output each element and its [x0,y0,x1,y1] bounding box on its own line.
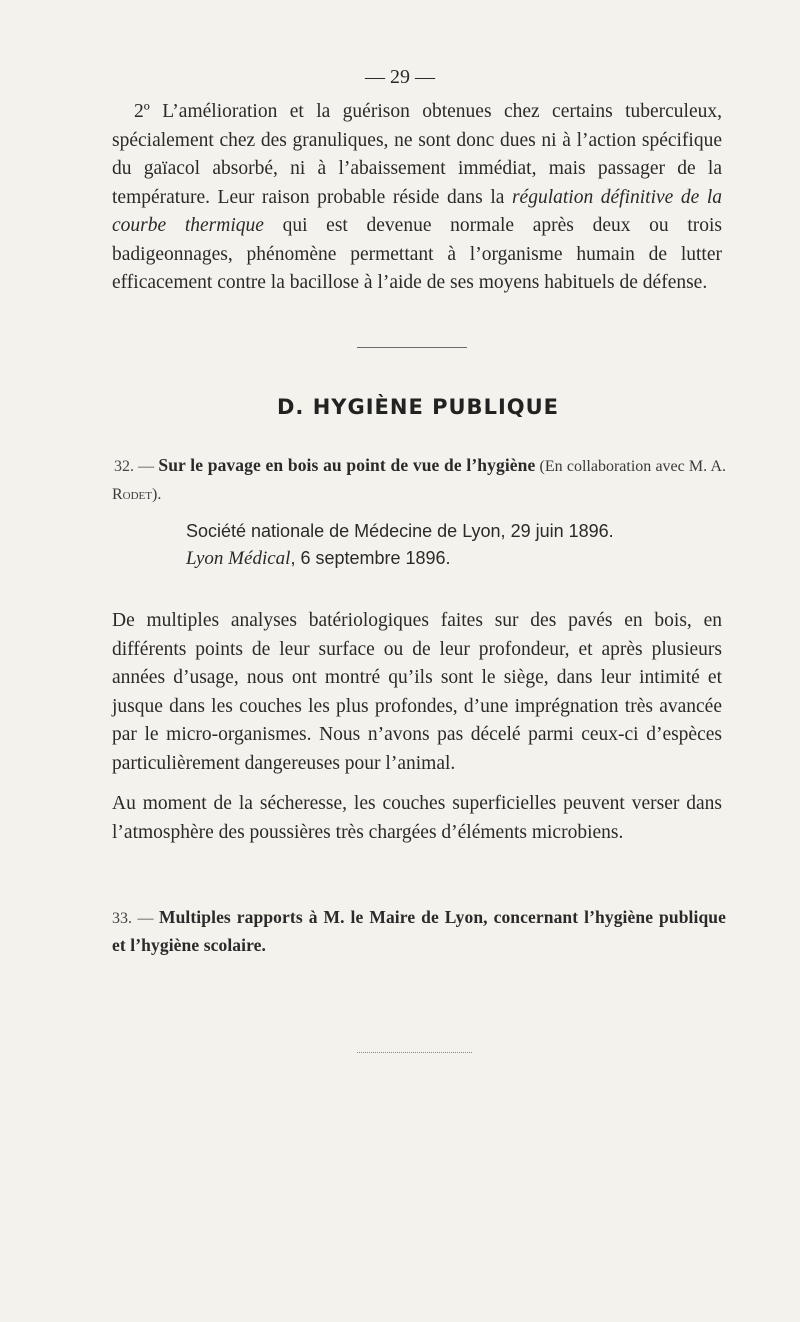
page-number: — 29 — [365,66,435,88]
section-heading: D. HYGIÈNE PUBLIQUE [276,395,560,419]
section-divider [357,347,467,348]
citation-journal-name: Lyon Médical [186,548,291,569]
entry-title: Multiples rapports à M. le Maire de Lyon, concernant l’hygiène publique et l’hygiène scolaire. [112,907,726,955]
citation-journal [186,545,726,572]
bibliography-entry-33 [112,904,726,958]
entry-collab-suffix: ). [152,486,162,503]
entry-collab-name: Rodet [112,486,152,503]
entry-title: Sur le pavage en bois au point de vue de l’hygiène [158,455,536,475]
paragraph-conclusion-emphasis: régulation définitive de la courbe thermique [112,186,722,236]
end-divider [357,1052,472,1053]
bibliography-entry-32 [112,452,726,508]
citation-journal-date: , 6 septembre 1896. [290,548,451,568]
paragraph-conclusion [112,98,722,298]
citation-society: Société nationale de Médecine de Lyon, 29 juin 1896. [186,521,614,541]
entry-number: 32. — [114,458,159,475]
entry-collab-prefix: (En collaboration avec M. A. [535,458,727,475]
paragraph-conclusion-intro: 2º L’amélioration et la guérison obtenues chez certains tuberculeux, spécialement chez des granuliques, ne sont donc dues ni à l’action spécifique du gaïacol absorbé, ni à l’abaissement immédiat, mais passager de la température. Leur raison probable réside dans la [112,101,722,208]
paragraph-dryness: Au moment de la sécheresse, les couches superficielles peuvent verser dans l’atmosphère des poussières très chargées d’éléments microbiens. [112,793,722,843]
entry-number: 33. — [112,910,159,927]
paragraph-analysis: De multiples analyses batériologiques faites sur des pavés en bois, en différents points de leur surface ou de leur profondeur, et après plusieurs années d’usage, nous ont montré qu’ils sont le siège, dans leur intimité et jusque dans les couches les plus profondes, d’une imprégnation très avancée par le micro-organismes. Nous n’avons pas décelé parmi ceux-ci d’espèces particulièrement dangereuses pour l’animal. [112,610,722,774]
paragraph-conclusion-outro: qui est devenue normale après deux ou trois badigeonnages, phénomène permettant à l’organisme humain de lutter efficacement contre la bacillose à l’aide de ses moyens habituels de défense. [112,215,722,293]
